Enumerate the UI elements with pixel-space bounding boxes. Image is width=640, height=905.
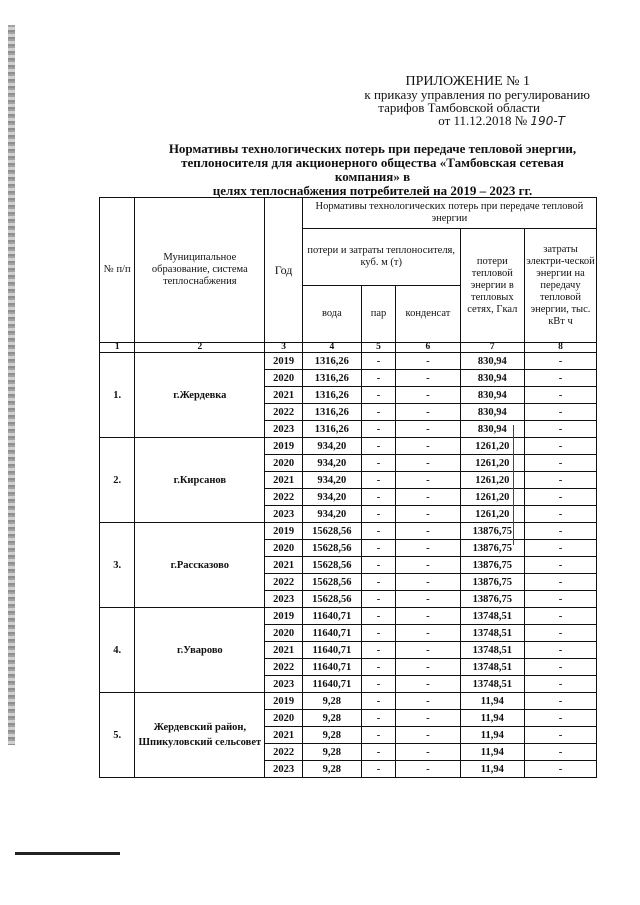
condensate-cell: - <box>396 676 460 693</box>
header-municipality: Муниципальное образование, система теплоснабжения <box>135 198 265 343</box>
water-cell: 934,20 <box>302 472 361 489</box>
heat-loss-cell: 1261,20 <box>460 489 524 506</box>
row-number: 3. <box>100 523 135 608</box>
year-cell: 2019 <box>265 438 303 455</box>
header-heat-loss: потери тепловой энергии в тепловых сетях, Гкал <box>460 229 524 343</box>
electricity-cell: - <box>525 353 597 370</box>
condensate-cell: - <box>396 591 460 608</box>
header-num: № п/п <box>100 198 135 343</box>
water-cell: 9,28 <box>302 710 361 727</box>
water-cell: 11640,71 <box>302 659 361 676</box>
row-number: 4. <box>100 608 135 693</box>
electricity-cell: - <box>525 489 597 506</box>
water-cell: 9,28 <box>302 744 361 761</box>
electricity-cell: - <box>525 591 597 608</box>
water-cell: 15628,56 <box>302 591 361 608</box>
header-year: Год <box>265 198 303 343</box>
heat-loss-cell: 13748,51 <box>460 642 524 659</box>
heat-loss-cell: 13876,75 <box>460 523 524 540</box>
electricity-cell: - <box>525 557 597 574</box>
heat-loss-cell: 830,94 <box>460 404 524 421</box>
steam-cell: - <box>361 625 395 642</box>
column-number: 7 <box>460 343 524 353</box>
year-cell: 2020 <box>265 370 303 387</box>
condensate-cell: - <box>396 608 460 625</box>
year-cell: 2021 <box>265 472 303 489</box>
table-row <box>100 693 597 710</box>
heat-loss-cell: 13748,51 <box>460 676 524 693</box>
condensate-cell: - <box>396 659 460 676</box>
appendix-authority-line: тарифов Тамбовской области <box>378 100 540 115</box>
condensate-cell: - <box>396 744 460 761</box>
condensate-cell: - <box>396 625 460 642</box>
year-cell: 2020 <box>265 710 303 727</box>
municipality-name: г.Уварово <box>135 608 265 693</box>
year-cell: 2022 <box>265 574 303 591</box>
municipality-name: г.Рассказово <box>135 523 265 608</box>
condensate-cell: - <box>396 710 460 727</box>
water-cell: 15628,56 <box>302 574 361 591</box>
year-cell: 2020 <box>265 625 303 642</box>
heat-loss-cell: 1261,20 <box>460 455 524 472</box>
header-steam: пар <box>361 286 395 343</box>
steam-cell: - <box>361 727 395 744</box>
heat-loss-cell: 1261,20 <box>460 438 524 455</box>
condensate-cell: - <box>396 506 460 523</box>
electricity-cell: - <box>525 455 597 472</box>
row-number: 2. <box>100 438 135 523</box>
header-condensate: конденсат <box>396 286 460 343</box>
steam-cell: - <box>361 557 395 574</box>
document-title <box>150 142 595 198</box>
appendix-order-line: к приказу управления по регулированию <box>364 87 590 102</box>
condensate-cell: - <box>396 438 460 455</box>
water-cell: 11640,71 <box>302 676 361 693</box>
column-number: 5 <box>361 343 395 353</box>
norms-table <box>99 197 597 778</box>
year-cell: 2023 <box>265 506 303 523</box>
year-cell: 2023 <box>265 591 303 608</box>
electricity-cell: - <box>525 438 597 455</box>
condensate-cell: - <box>396 693 460 710</box>
electricity-cell: - <box>525 472 597 489</box>
condensate-cell: - <box>396 387 460 404</box>
water-cell: 11640,71 <box>302 642 361 659</box>
steam-cell: - <box>361 438 395 455</box>
heat-loss-cell: 11,94 <box>460 761 524 778</box>
steam-cell: - <box>361 387 395 404</box>
heat-loss-cell: 13748,51 <box>460 659 524 676</box>
heat-loss-cell: 13748,51 <box>460 608 524 625</box>
electricity-cell: - <box>525 387 597 404</box>
title-line-3: целях теплоснабжения потребителей на 2019 – 2023 гг. <box>212 183 533 198</box>
condensate-cell: - <box>396 523 460 540</box>
year-cell: 2019 <box>265 523 303 540</box>
column-number: 3 <box>265 343 303 353</box>
electricity-cell: - <box>525 744 597 761</box>
year-cell: 2019 <box>265 693 303 710</box>
heat-loss-cell: 13748,51 <box>460 625 524 642</box>
water-cell: 1316,26 <box>302 404 361 421</box>
appendix-number: ПРИЛОЖЕНИЕ № 1 <box>405 74 530 89</box>
condensate-cell: - <box>396 540 460 557</box>
water-cell: 11640,71 <box>302 608 361 625</box>
water-cell: 9,28 <box>302 693 361 710</box>
heat-loss-cell: 830,94 <box>460 387 524 404</box>
condensate-cell: - <box>396 455 460 472</box>
municipality-name: Жердевский район, Шпикуловский сельсовет <box>135 693 265 778</box>
scan-mark <box>513 425 514 545</box>
steam-cell: - <box>361 659 395 676</box>
table-row <box>100 523 597 540</box>
water-cell: 1316,26 <box>302 353 361 370</box>
water-cell: 1316,26 <box>302 387 361 404</box>
condensate-cell: - <box>396 404 460 421</box>
year-cell: 2022 <box>265 489 303 506</box>
heat-loss-cell: 11,94 <box>460 710 524 727</box>
condensate-cell: - <box>396 642 460 659</box>
heat-loss-cell: 11,94 <box>460 744 524 761</box>
condensate-cell: - <box>396 557 460 574</box>
year-cell: 2023 <box>265 676 303 693</box>
handwritten-order-number: 190-Т <box>530 114 565 128</box>
condensate-cell: - <box>396 421 460 438</box>
column-number: 1 <box>100 343 135 353</box>
year-cell: 2023 <box>265 761 303 778</box>
water-cell: 11640,71 <box>302 625 361 642</box>
heat-loss-cell: 1261,20 <box>460 472 524 489</box>
steam-cell: - <box>361 642 395 659</box>
electricity-cell: - <box>525 676 597 693</box>
water-cell: 15628,56 <box>302 523 361 540</box>
condensate-cell: - <box>396 472 460 489</box>
column-number: 8 <box>525 343 597 353</box>
table-row <box>100 438 597 455</box>
header-norms: Нормативы технологических потерь при передаче тепловой энергии <box>302 198 596 229</box>
year-cell: 2019 <box>265 608 303 625</box>
year-cell: 2022 <box>265 659 303 676</box>
heat-loss-cell: 830,94 <box>460 353 524 370</box>
water-cell: 934,20 <box>302 455 361 472</box>
electricity-cell: - <box>525 574 597 591</box>
year-cell: 2022 <box>265 744 303 761</box>
steam-cell: - <box>361 761 395 778</box>
steam-cell: - <box>361 455 395 472</box>
year-cell: 2021 <box>265 387 303 404</box>
appendix-date-line <box>330 114 590 128</box>
electricity-cell: - <box>525 710 597 727</box>
title-line-1: Нормативы технологических потерь при передаче тепловой энергии, <box>168 141 577 156</box>
steam-cell: - <box>361 421 395 438</box>
steam-cell: - <box>361 744 395 761</box>
condensate-cell: - <box>396 370 460 387</box>
condensate-cell: - <box>396 353 460 370</box>
water-cell: 1316,26 <box>302 421 361 438</box>
year-cell: 2022 <box>265 404 303 421</box>
heat-loss-cell: 1261,20 <box>460 506 524 523</box>
table-row <box>100 608 597 625</box>
electricity-cell: - <box>525 659 597 676</box>
condensate-cell: - <box>396 761 460 778</box>
water-cell: 934,20 <box>302 438 361 455</box>
column-number: 6 <box>396 343 460 353</box>
year-cell: 2021 <box>265 642 303 659</box>
steam-cell: - <box>361 710 395 727</box>
scan-edge-artifact <box>8 25 15 745</box>
electricity-cell: - <box>525 693 597 710</box>
steam-cell: - <box>361 353 395 370</box>
electricity-cell: - <box>525 761 597 778</box>
municipality-name: г.Кирсанов <box>135 438 265 523</box>
title-line-2: теплоносителя для акционерного общества «Тамбовская сетевая компания» в <box>181 155 564 184</box>
column-number: 2 <box>135 343 265 353</box>
heat-loss-cell: 13876,75 <box>460 591 524 608</box>
column-number-row <box>100 343 597 353</box>
year-cell: 2021 <box>265 727 303 744</box>
table-row <box>100 353 597 370</box>
heat-loss-cell: 11,94 <box>460 727 524 744</box>
electricity-cell: - <box>525 506 597 523</box>
electricity-cell: - <box>525 642 597 659</box>
header-coolant-losses: потери и затраты теплоносителя, куб. м (т) <box>302 229 460 286</box>
heat-loss-cell: 13876,75 <box>460 557 524 574</box>
heat-loss-cell: 11,94 <box>460 693 524 710</box>
header-electricity: затраты электри-ческой энергии на передачу тепловой энергии, тыс. кВт ч <box>525 229 597 343</box>
steam-cell: - <box>361 591 395 608</box>
year-cell: 2021 <box>265 557 303 574</box>
appendix-date: от 11.12.2018 № <box>438 113 528 128</box>
steam-cell: - <box>361 574 395 591</box>
steam-cell: - <box>361 472 395 489</box>
electricity-cell: - <box>525 540 597 557</box>
electricity-cell: - <box>525 421 597 438</box>
heat-loss-cell: 830,94 <box>460 370 524 387</box>
water-cell: 934,20 <box>302 506 361 523</box>
municipality-name: г.Жердевка <box>135 353 265 438</box>
steam-cell: - <box>361 676 395 693</box>
water-cell: 15628,56 <box>302 557 361 574</box>
steam-cell: - <box>361 608 395 625</box>
steam-cell: - <box>361 540 395 557</box>
electricity-cell: - <box>525 608 597 625</box>
water-cell: 9,28 <box>302 727 361 744</box>
table-body <box>100 353 597 778</box>
year-cell: 2020 <box>265 455 303 472</box>
water-cell: 15628,56 <box>302 540 361 557</box>
row-number: 5. <box>100 693 135 778</box>
steam-cell: - <box>361 404 395 421</box>
heat-loss-cell: 13876,75 <box>460 574 524 591</box>
water-cell: 934,20 <box>302 489 361 506</box>
steam-cell: - <box>361 489 395 506</box>
water-cell: 1316,26 <box>302 370 361 387</box>
steam-cell: - <box>361 693 395 710</box>
electricity-cell: - <box>525 404 597 421</box>
electricity-cell: - <box>525 727 597 744</box>
condensate-cell: - <box>396 727 460 744</box>
year-cell: 2020 <box>265 540 303 557</box>
water-cell: 9,28 <box>302 761 361 778</box>
condensate-cell: - <box>396 489 460 506</box>
header-water: вода <box>302 286 361 343</box>
electricity-cell: - <box>525 625 597 642</box>
appendix-header <box>330 75 590 128</box>
steam-cell: - <box>361 523 395 540</box>
scan-bottom-line <box>15 852 120 855</box>
steam-cell: - <box>361 506 395 523</box>
heat-loss-cell: 13876,75 <box>460 540 524 557</box>
year-cell: 2019 <box>265 353 303 370</box>
column-number: 4 <box>302 343 361 353</box>
year-cell: 2023 <box>265 421 303 438</box>
condensate-cell: - <box>396 574 460 591</box>
row-number: 1. <box>100 353 135 438</box>
electricity-cell: - <box>525 523 597 540</box>
steam-cell: - <box>361 370 395 387</box>
heat-loss-cell: 830,94 <box>460 421 524 438</box>
electricity-cell: - <box>525 370 597 387</box>
